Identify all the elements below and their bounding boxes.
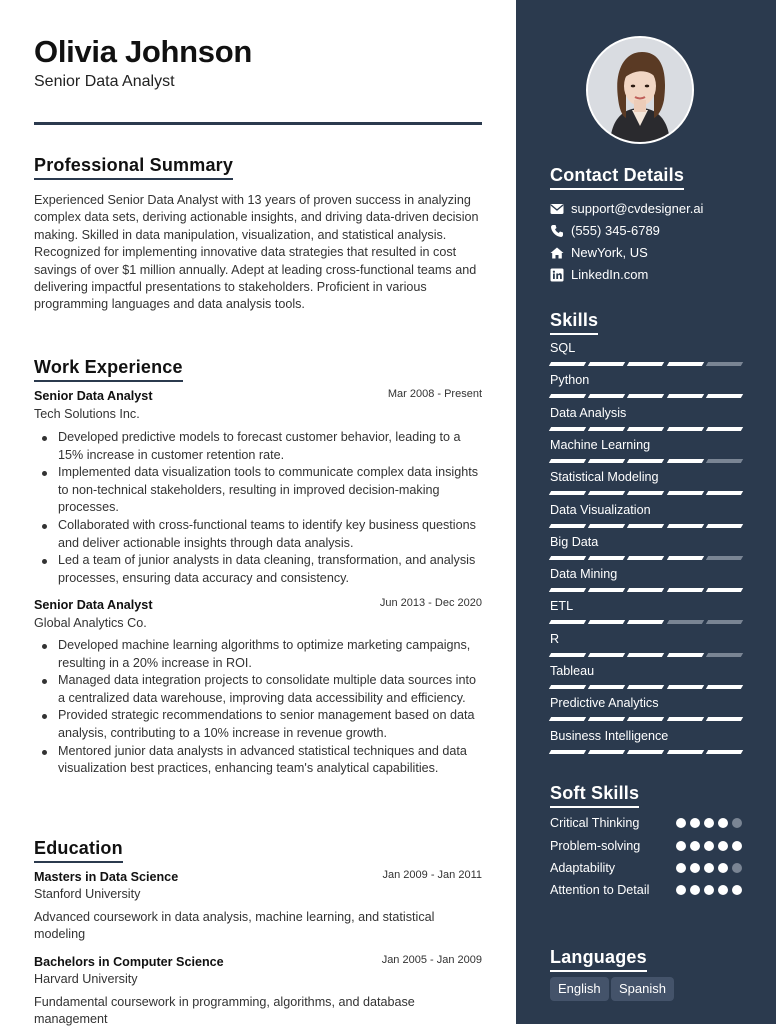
skill-level-segment <box>588 394 626 398</box>
phone-text: (555) 345-6789 <box>571 223 660 238</box>
skill-level-segment <box>706 491 744 495</box>
rating-dot <box>676 841 686 851</box>
skill-level-segment <box>666 556 704 560</box>
skill-level-segment <box>588 717 626 721</box>
skill-level-segment <box>588 427 626 431</box>
skill-level-segment <box>549 717 587 721</box>
skill-level-segment <box>627 588 665 592</box>
rating-dot <box>732 863 742 873</box>
skill-level-segment <box>549 524 587 528</box>
skill-level-segment <box>627 556 665 560</box>
skill-level-bar <box>550 362 742 366</box>
rating-dot <box>690 841 700 851</box>
skill-level-segment <box>706 750 744 754</box>
degree-date: Jan 2005 - Jan 2009 <box>381 954 482 966</box>
skill-level-segment <box>549 459 587 463</box>
skill-level-segment <box>666 620 704 624</box>
education-heading: Education <box>34 838 123 863</box>
skill-level-segment <box>666 653 704 657</box>
rating-dot <box>676 863 686 873</box>
skill-name: Business Intelligence <box>550 728 669 743</box>
skill-level-segment <box>706 524 744 528</box>
skill-name: R <box>550 631 560 646</box>
skill-level-segment <box>666 750 704 754</box>
skill-name: Statistical Modeling <box>550 470 659 485</box>
email-text: support@cvdesigner.ai <box>571 201 704 216</box>
skill-level-segment <box>706 556 744 560</box>
rating-dot <box>704 885 714 895</box>
skill-level-segment <box>627 491 665 495</box>
skill-name: Tableau <box>550 664 595 678</box>
soft-skill-rating <box>676 841 742 851</box>
summary-text: Experienced Senior Data Analyst with 13 years of proven success in analyzing complex data sets, deriving actionable insights, and driving data-driven decision making. Skilled in data manipulation, visualization, and statistical analysis. Recognized for implementing innovative data strategies that resulted in cost savings of over $1 million annually. Adept at leading cross-functional teams and delivering impactful presentations to stakeholders. Proficient in various programming languages and data analysis tools. <box>34 193 479 312</box>
rating-dot <box>690 818 700 828</box>
contact-email[interactable] <box>550 201 703 216</box>
skill-level-segment <box>627 685 665 689</box>
skill-level-bar <box>550 491 742 495</box>
language-badge: English <box>550 977 609 1001</box>
skill-level-bar <box>550 524 742 528</box>
avatar-illustration <box>588 38 692 142</box>
rating-dot <box>676 885 686 895</box>
location-text: NewYork, US <box>571 245 648 260</box>
rating-dot <box>732 818 742 828</box>
contact-location <box>550 245 648 260</box>
skill-level-segment <box>706 653 744 657</box>
job-date: Jun 2013 - Dec 2020 <box>379 597 482 609</box>
skill-level-segment <box>549 427 587 431</box>
list-item: Provided strategic recommendations to senior management based on data analysis, contributing to a 10% increase in revenue growth. <box>58 707 482 742</box>
skill-level-segment <box>627 620 665 624</box>
skill-level-segment <box>549 653 587 657</box>
skill-level-bar <box>550 685 742 689</box>
skill-level-bar <box>550 653 742 657</box>
language-badge: Spanish <box>611 977 674 1001</box>
soft-skills-heading: Soft Skills <box>550 783 639 808</box>
skill-level-segment <box>627 653 665 657</box>
rating-dot <box>732 885 742 895</box>
skill-level-segment <box>706 362 744 366</box>
list-item: Collaborated with cross-functional teams to identify key business questions and deliver actionable insights through data analysis. <box>58 517 482 552</box>
skill-level-segment <box>706 717 744 721</box>
skill-name: Machine Learning <box>550 437 651 452</box>
skill-level-segment <box>666 459 704 463</box>
rating-dot <box>718 841 728 851</box>
summary-heading: Professional Summary <box>34 155 233 180</box>
job-company: Global Analytics Co. <box>34 616 147 630</box>
rating-dot <box>676 818 686 828</box>
skill-level-segment <box>549 362 587 366</box>
job-bullets <box>34 429 482 587</box>
job-bullets <box>34 637 482 778</box>
skill-name: Big Data <box>550 534 599 549</box>
skill-level-segment <box>588 362 626 366</box>
skill-level-segment <box>706 685 744 689</box>
skill-level-segment <box>588 685 626 689</box>
languages-heading: Languages <box>550 947 647 972</box>
rating-dot <box>704 818 714 828</box>
list-item: Implemented data visualization tools to communicate complex data insights to non-technical stakeholders, resulting in improved decision-making processes. <box>58 464 482 517</box>
soft-skill-name: Problem-solving <box>550 839 641 853</box>
soft-skill-rating <box>676 818 742 828</box>
soft-skill-name: Critical Thinking <box>550 816 640 830</box>
list-item: Developed machine learning algorithms to optimize marketing campaigns, resulting in a 20% increase in ROI. <box>58 637 482 672</box>
skill-level-segment <box>627 394 665 398</box>
skill-level-segment <box>666 491 704 495</box>
job-date: Mar 2008 - Present <box>387 388 482 400</box>
skill-name: SQL <box>550 341 576 355</box>
skill-level-segment <box>549 394 587 398</box>
skill-level-segment <box>627 459 665 463</box>
skill-level-segment <box>588 524 626 528</box>
contact-heading: Contact Details <box>550 165 684 190</box>
skill-level-segment <box>549 620 587 624</box>
skill-level-segment <box>666 394 704 398</box>
skill-name: Data Analysis <box>550 405 627 420</box>
skill-level-segment <box>627 750 665 754</box>
contact-phone[interactable] <box>550 223 660 238</box>
skill-level-segment <box>588 459 626 463</box>
list-item: Managed data integration projects to consolidate multiple data sources into a centralized data warehouse, improving data accessibility and efficiency. <box>58 672 482 707</box>
skill-level-segment <box>666 588 704 592</box>
degree-date: Jan 2009 - Jan 2011 <box>382 869 482 881</box>
skill-name: Python <box>550 373 590 388</box>
skill-level-segment <box>549 491 587 495</box>
profile-photo <box>586 36 694 144</box>
skill-level-segment <box>666 685 704 689</box>
skill-level-segment <box>588 491 626 495</box>
contact-linkedin[interactable] <box>550 267 648 282</box>
skill-name: ETL <box>550 599 574 614</box>
skill-level-segment <box>588 750 626 754</box>
home-icon <box>550 246 564 260</box>
skill-level-bar <box>550 427 742 431</box>
skill-level-segment <box>706 394 744 398</box>
skill-level-bar <box>550 556 742 560</box>
rating-dot <box>704 841 714 851</box>
skill-level-segment <box>549 685 587 689</box>
skill-level-segment <box>588 653 626 657</box>
school-name: Stanford University <box>34 887 141 901</box>
rating-dot <box>690 885 700 895</box>
skill-level-segment <box>549 556 587 560</box>
skill-level-segment <box>666 717 704 721</box>
skill-level-segment <box>588 556 626 560</box>
skill-level-segment <box>666 427 704 431</box>
degree-title: Masters in Data Science <box>34 870 179 884</box>
experience-heading: Work Experience <box>34 357 183 382</box>
skill-level-segment <box>666 362 704 366</box>
skill-name: Data Visualization <box>550 502 651 517</box>
skill-level-segment <box>549 750 587 754</box>
phone-icon <box>550 224 564 238</box>
header-divider <box>34 122 482 125</box>
rating-dot <box>718 885 728 895</box>
list-item: Developed predictive models to forecast customer behavior, leading to a 15% increase in customer retention rate. <box>58 429 482 464</box>
skill-level-segment <box>706 588 744 592</box>
skill-level-bar <box>550 620 742 624</box>
rating-dot <box>718 818 728 828</box>
skill-level-segment <box>627 362 665 366</box>
candidate-title: Senior Data Analyst <box>34 73 175 90</box>
skill-level-segment <box>706 620 744 624</box>
skill-level-segment <box>588 620 626 624</box>
job-title: Senior Data Analyst <box>34 389 153 403</box>
soft-skill-rating <box>676 885 742 895</box>
skill-level-segment <box>627 717 665 721</box>
skill-level-segment <box>627 427 665 431</box>
soft-skill-rating <box>676 863 742 873</box>
list-item: Led a team of junior analysts in data cleaning, transformation, and analysis processes, ensuring data accuracy and consistency. <box>58 552 482 587</box>
skill-level-segment <box>588 588 626 592</box>
degree-title: Bachelors in Computer Science <box>34 955 224 969</box>
job-company: Tech Solutions Inc. <box>34 407 140 421</box>
soft-skill-name: Attention to Detail <box>550 883 650 897</box>
job-title: Senior Data Analyst <box>34 598 153 612</box>
skill-level-segment <box>706 427 744 431</box>
skill-level-bar <box>550 394 742 398</box>
skill-name: Predictive Analytics <box>550 696 659 711</box>
degree-description: Fundamental coursework in programming, algorithms, and database management <box>34 995 415 1027</box>
linkedin-text: LinkedIn.com <box>571 267 649 282</box>
soft-skill-name: Adaptability <box>550 861 616 875</box>
degree-description: Advanced coursework in data analysis, machine learning, and statistical modeling <box>34 910 435 942</box>
skill-level-segment <box>549 588 587 592</box>
skill-level-segment <box>706 459 744 463</box>
candidate-name: Olivia Johnson <box>34 34 253 69</box>
skill-level-bar <box>550 588 742 592</box>
skills-heading: Skills <box>550 310 598 335</box>
list-item: Mentored junior data analysts in advanced statistical techniques and data visualization best practices, enhancing team's analytical capabilities. <box>58 743 482 778</box>
school-name: Harvard University <box>34 972 138 986</box>
skill-level-segment <box>627 524 665 528</box>
linkedin-icon <box>550 268 564 282</box>
skill-level-bar <box>550 717 742 721</box>
skill-name: Data Mining <box>550 567 618 582</box>
envelope-icon <box>550 202 564 216</box>
rating-dot <box>690 863 700 873</box>
rating-dot <box>732 841 742 851</box>
skill-level-bar <box>550 750 742 754</box>
skill-level-bar <box>550 459 742 463</box>
skill-level-segment <box>666 524 704 528</box>
rating-dot <box>718 863 728 873</box>
rating-dot <box>704 863 714 873</box>
